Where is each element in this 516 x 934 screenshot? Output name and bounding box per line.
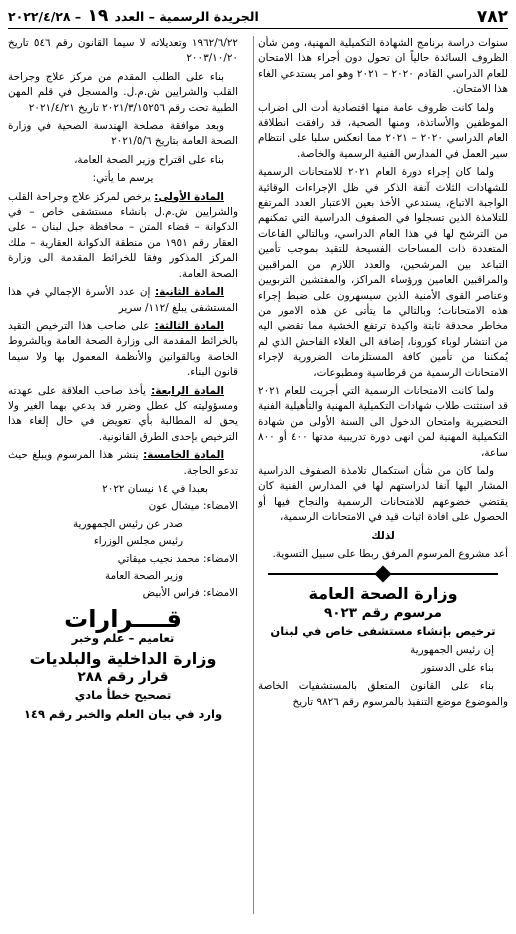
paragraph: أعد مشروع المرسوم المرفق ربطا على سبيل التسوية. xyxy=(272,548,508,560)
paragraph: سنوات دراسة برنامج الشهادة التكميلية المهنية، ومن شأن الظروف السائدة حالياً ان تحول دون أجراء هذا الامتحان للعام الدراسي القادم ٢٠٢٠ – ٢٠٢١ وهو امر يستدعي الغاء هذا الامتحان. xyxy=(258,37,508,96)
article-label: المادة الثانية: xyxy=(155,286,224,299)
article-text: ينشر هذا المرسوم ويبلغ حيث تدعو الحاجة. xyxy=(8,449,238,477)
paragraph: ولما كانت ظروف عامة منها اقتصادية أدت الى اضراب الموظفين والأساتذة، ومنها الصحية، قد رافقت انطلاقة العام الدراسي ٢٠٢٠ – ٢٠٢١ مما انعكس سلبا على انتظام سير العمل في المدارس الفنية الرسمية والخاصة. xyxy=(258,101,508,160)
decrees-line: يرسم ما يأتي: xyxy=(92,172,154,185)
gazette-name: الجريدة الرسمية – العدد xyxy=(114,9,259,24)
page-header xyxy=(8,6,508,29)
decisions-title: قــــرارات xyxy=(64,604,182,633)
signature-line: الامضاء: محمد نجيب ميقاتي xyxy=(117,552,238,565)
ministry-heading: وزارة الداخلية والبلديات xyxy=(29,648,217,668)
article-text: يأخذ صاحب العلاقة على عهدته ومسؤوليته كل عطل وضرر قد يدعي بهما الغير ولا يحق له المطالبة بأي تعويض في حال إلغاء هذا الترخيص بإحدى الطرق القانونية. xyxy=(8,384,238,443)
article xyxy=(8,285,238,316)
correction-source: وارد في بيان العلم والخبر رقم ١٤٩ xyxy=(23,706,223,721)
paragraph: بناء على القانون المتعلق بالمستشفيات الخاصة والموضوع موضع التنفيذ بالمرسوم رقم ٩٨٢٦ تاريخ xyxy=(258,680,508,708)
paragraph: ولما كان من شأن استكمال تلامذة الصفوف الدراسية المشار اليها آنفا لدراستهم لها في المدارس الفنية كان يقتضي خضوعهم للامتحانات الرسمية والنجاح فيها أو الحصول على افادة اثبات قيد في الامتحانات الرسمية، xyxy=(258,464,508,524)
issue-date: – ٢٠٢٢/٤/٢٨ xyxy=(8,9,82,24)
decision-number: قرار رقم ٢٨٨ xyxy=(77,669,169,686)
signature-line: وزير الصحة العامة xyxy=(105,570,183,582)
signature-line: رئيس مجلس الوزراء xyxy=(93,535,183,548)
paragraph: وبعد موافقة مصلحة الهندسة الصحية في وزارة الصحة العامة بتاريخ ٢٠٢١/٥/٦ xyxy=(8,120,238,148)
paragraph: ١٩٦٢/٦/٢٢ وتعديلاته لا سيما القانون رقم ٥٤٦ تاريخ ٢٠٠٣/١٠/٢٠ xyxy=(8,37,238,65)
paragraph: ولما كان إجراء دورة العام ٢٠٢١ للامتحانات الرسمية للشهادات الثلاث آنفة الذكر في ظل الإجراءات الوقائية الواجبة الاتباع، يستدعي الأخذ بعين الاعتبار العدد المرتفع للتلامذة الذين تسجلوا في الصفوف الدراسية التي تمكنهم من الترشح لها في هذا العام الدراسي، وبالتالي القاعات المتعددة ذات المساحات الفسيحة للتقيد بموجب تأمين التباعد بين المرشحين، والعدد اللازم من المراقبين والمراقبين العامين ورؤساء المراكز، والمفتشين التربويين وعناصر القوى الأمنية الذين سيسهرون على ضبط إجراء هذه الامتحانات؛ وبالتالي ما يتأتى عن هذه الامور من مخاطر محدقة ثابتة واكيدة ترتفع الخشية مما تقضي اليه من انتشار لوباء كورونا، إضافة الى الغلاء الفاحش الذي لم يُمكننا من تأمين كافة المستلزمات الضرورية لإجراء الامتحانات الرسمية من قرطاسية ومطبوعات، xyxy=(258,166,508,379)
therefore-heading: لذلك xyxy=(371,529,395,542)
article xyxy=(8,384,238,446)
article-label: المادة الأولى: xyxy=(154,190,224,203)
article-text: إن عدد الأسرة الإجمالي في هذا المستشفى يبلغ /١١٢/ سرير xyxy=(8,286,238,314)
article xyxy=(8,319,238,381)
section-subtitle: تعاميم – علم وخبر xyxy=(71,631,175,646)
paragraph: بناء على اقتراح وزير الصحة العامة، xyxy=(74,153,224,166)
paragraph: إن رئيس الجمهورية xyxy=(410,643,494,656)
paragraph: ولما كانت الامتحانات الرسمية التي أجريت للعام ٢٠٢١ قد استثنت طلاب شهادات التكميلية المهنية والتأهيلية الفنية التحضيرية وامتحان الدخول الى السنة الأولى من شهادة التكميلية المهنية لمن انهى دورة تدريبية مدتها ٤٠٠ أو ٨٠٠ ساعة، xyxy=(258,384,508,459)
article-label: المادة الرابعة: xyxy=(151,384,224,397)
ministry-heading: وزارة الصحة العامة xyxy=(308,584,458,604)
paragraph: بناء على الطلب المقدم من مركز علاج وجراحة القلب والشرايين ش.م.ل. والمسجل في قلم المهن الطبية تحت رقم ٢٠٢١/٣/١٥٢٥٦ تاريخ ٢٠٢١/٤/٢١ xyxy=(8,70,238,114)
gazette-issue-line xyxy=(8,6,259,28)
decree-title: ترخيص بإنشاء مستشفى خاص في لبنان xyxy=(270,624,496,639)
paragraph: بناء على الدستور xyxy=(421,662,494,675)
signature-line: صدر عن رئيس الجمهورية xyxy=(72,517,183,530)
signature-line: الامضاء: فراس الأبيض xyxy=(142,587,238,600)
left-column xyxy=(8,36,238,926)
page-number: ٧٨٢ xyxy=(476,7,508,27)
article xyxy=(8,190,238,282)
section-ornament xyxy=(268,568,498,580)
column-divider xyxy=(253,36,254,914)
article xyxy=(8,448,238,479)
article-label: المادة الخامسة: xyxy=(143,449,225,462)
issue-number: ١٩ xyxy=(87,6,109,26)
correction-title: تصحيح خطأ مادي xyxy=(74,688,172,703)
right-column xyxy=(258,36,508,926)
article-label: المادة الثالثة: xyxy=(154,319,224,332)
signing-date: بعبدا في ١٤ نيسان ٢٠٢٢ xyxy=(102,482,208,495)
article-text: يرخص لمركز علاج وجراحة القلب والشرايين ش.م.ل بانشاء مستشفى خاص – في الدكوانة – قضاء المتن – محافظة جبل لبنان – على العقار رقم ١٩٥١ من منطقة الدكوانة العقارية – ملك المركز المذكور وفقا للخرائط المقدمة الى وزارة الصحة العامة. xyxy=(8,190,238,280)
decree-number: مرسوم رقم ٩٠٢٣ xyxy=(324,604,442,621)
signature-line: الامضاء: ميشال عون xyxy=(148,500,238,513)
article-text: على صاحب هذا الترخيص التقيد بالخرائط المقدمة الى وزارة الصحة العامة وبالشروط الخاصة وبالقوانين والأنظمة المعمول بها ولا سيما قانون البناء. xyxy=(8,319,238,379)
